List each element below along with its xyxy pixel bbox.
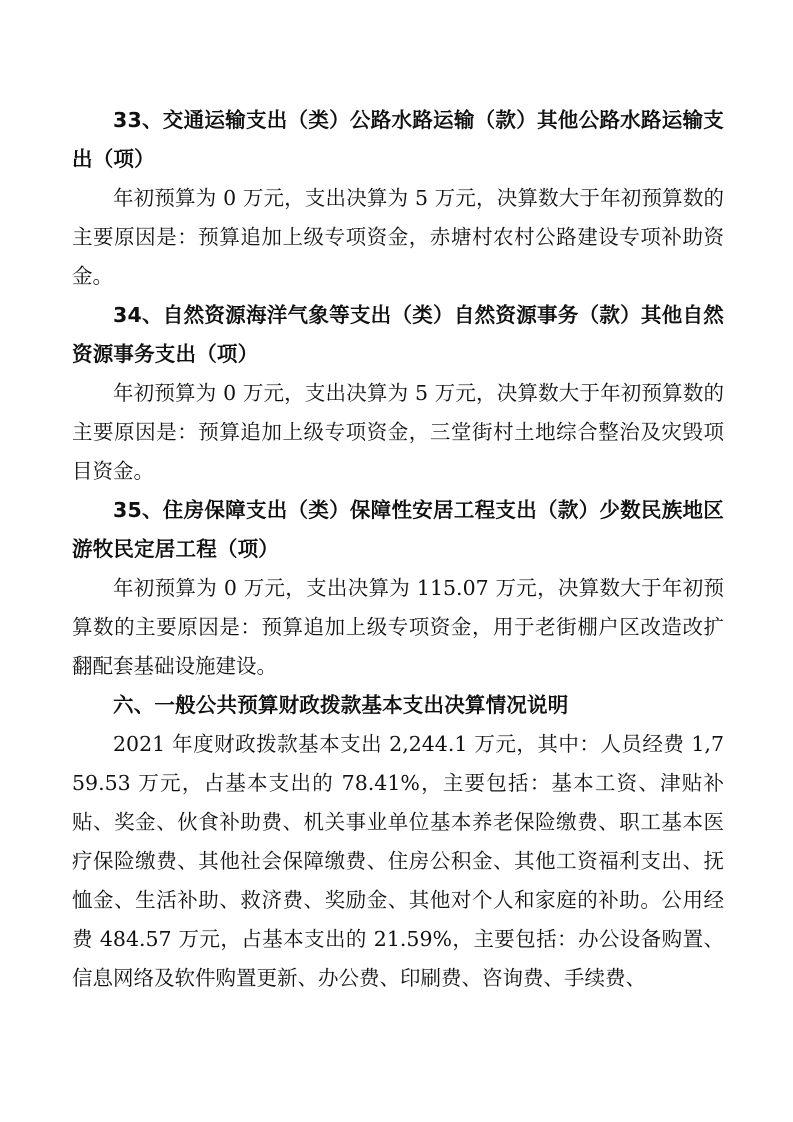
section-heading-33: 33、交通运输支出（类）公路水路运输（款）其他公路水路运输支出（项） [72, 108, 724, 171]
document-body [72, 101, 724, 998]
paragraph-33: 年初预算为 0 万元，支出决算为 5 万元，决算数大于年初预算数的主要原因是：预算追加上级专项资金，赤塘村农村公路建设专项补助资金。 [72, 186, 724, 288]
section-heading-6: 六、一般公共预算财政拨款基本支出决算情况说明 [113, 693, 569, 717]
paragraph-34: 年初预算为 0 万元，支出决算为 5 万元，决算数大于年初预算数的主要原因是：预算追加上级专项资金，三堂街村土地综合整治及灾毁项目资金。 [72, 381, 724, 483]
paragraph-basic-expenditure: 2021 年度财政拨款基本支出 2,244.1 万元，其中：人员经费 1,759.53 万元，占基本支出的 78.41%，主要包括：基本工资、津贴补贴、奖金、伙食补助费、机关事业单位基本养老保险缴费、职工基本医疗保险缴费、其他社会保障缴费、住房公积金、其他工资福利支出、抚恤金、生活补助、救济费、奖励金、其他对个人和家庭的补助。公用经费 484.57 万元，占基本支出的 21.59%，主要包括：办公设备购置、信息网络及软件购置更新、办公费、印刷费、咨询费、手续费、 [72, 732, 724, 990]
paragraph-35: 年初预算为 0 万元，支出决算为 115.07 万元，决算数大于年初预算数的主要原因是：预算追加上级专项资金，用于老街棚户区改造改扩翻配套基础设施建设。 [72, 576, 724, 678]
section-heading-35: 35、住房保障支出（类）保障性安居工程支出（款）少数民族地区游牧民定居工程（项） [72, 498, 724, 561]
section-heading-34: 34、自然资源海洋气象等支出（类）自然资源事务（款）其他自然资源事务支出（项） [72, 303, 724, 366]
